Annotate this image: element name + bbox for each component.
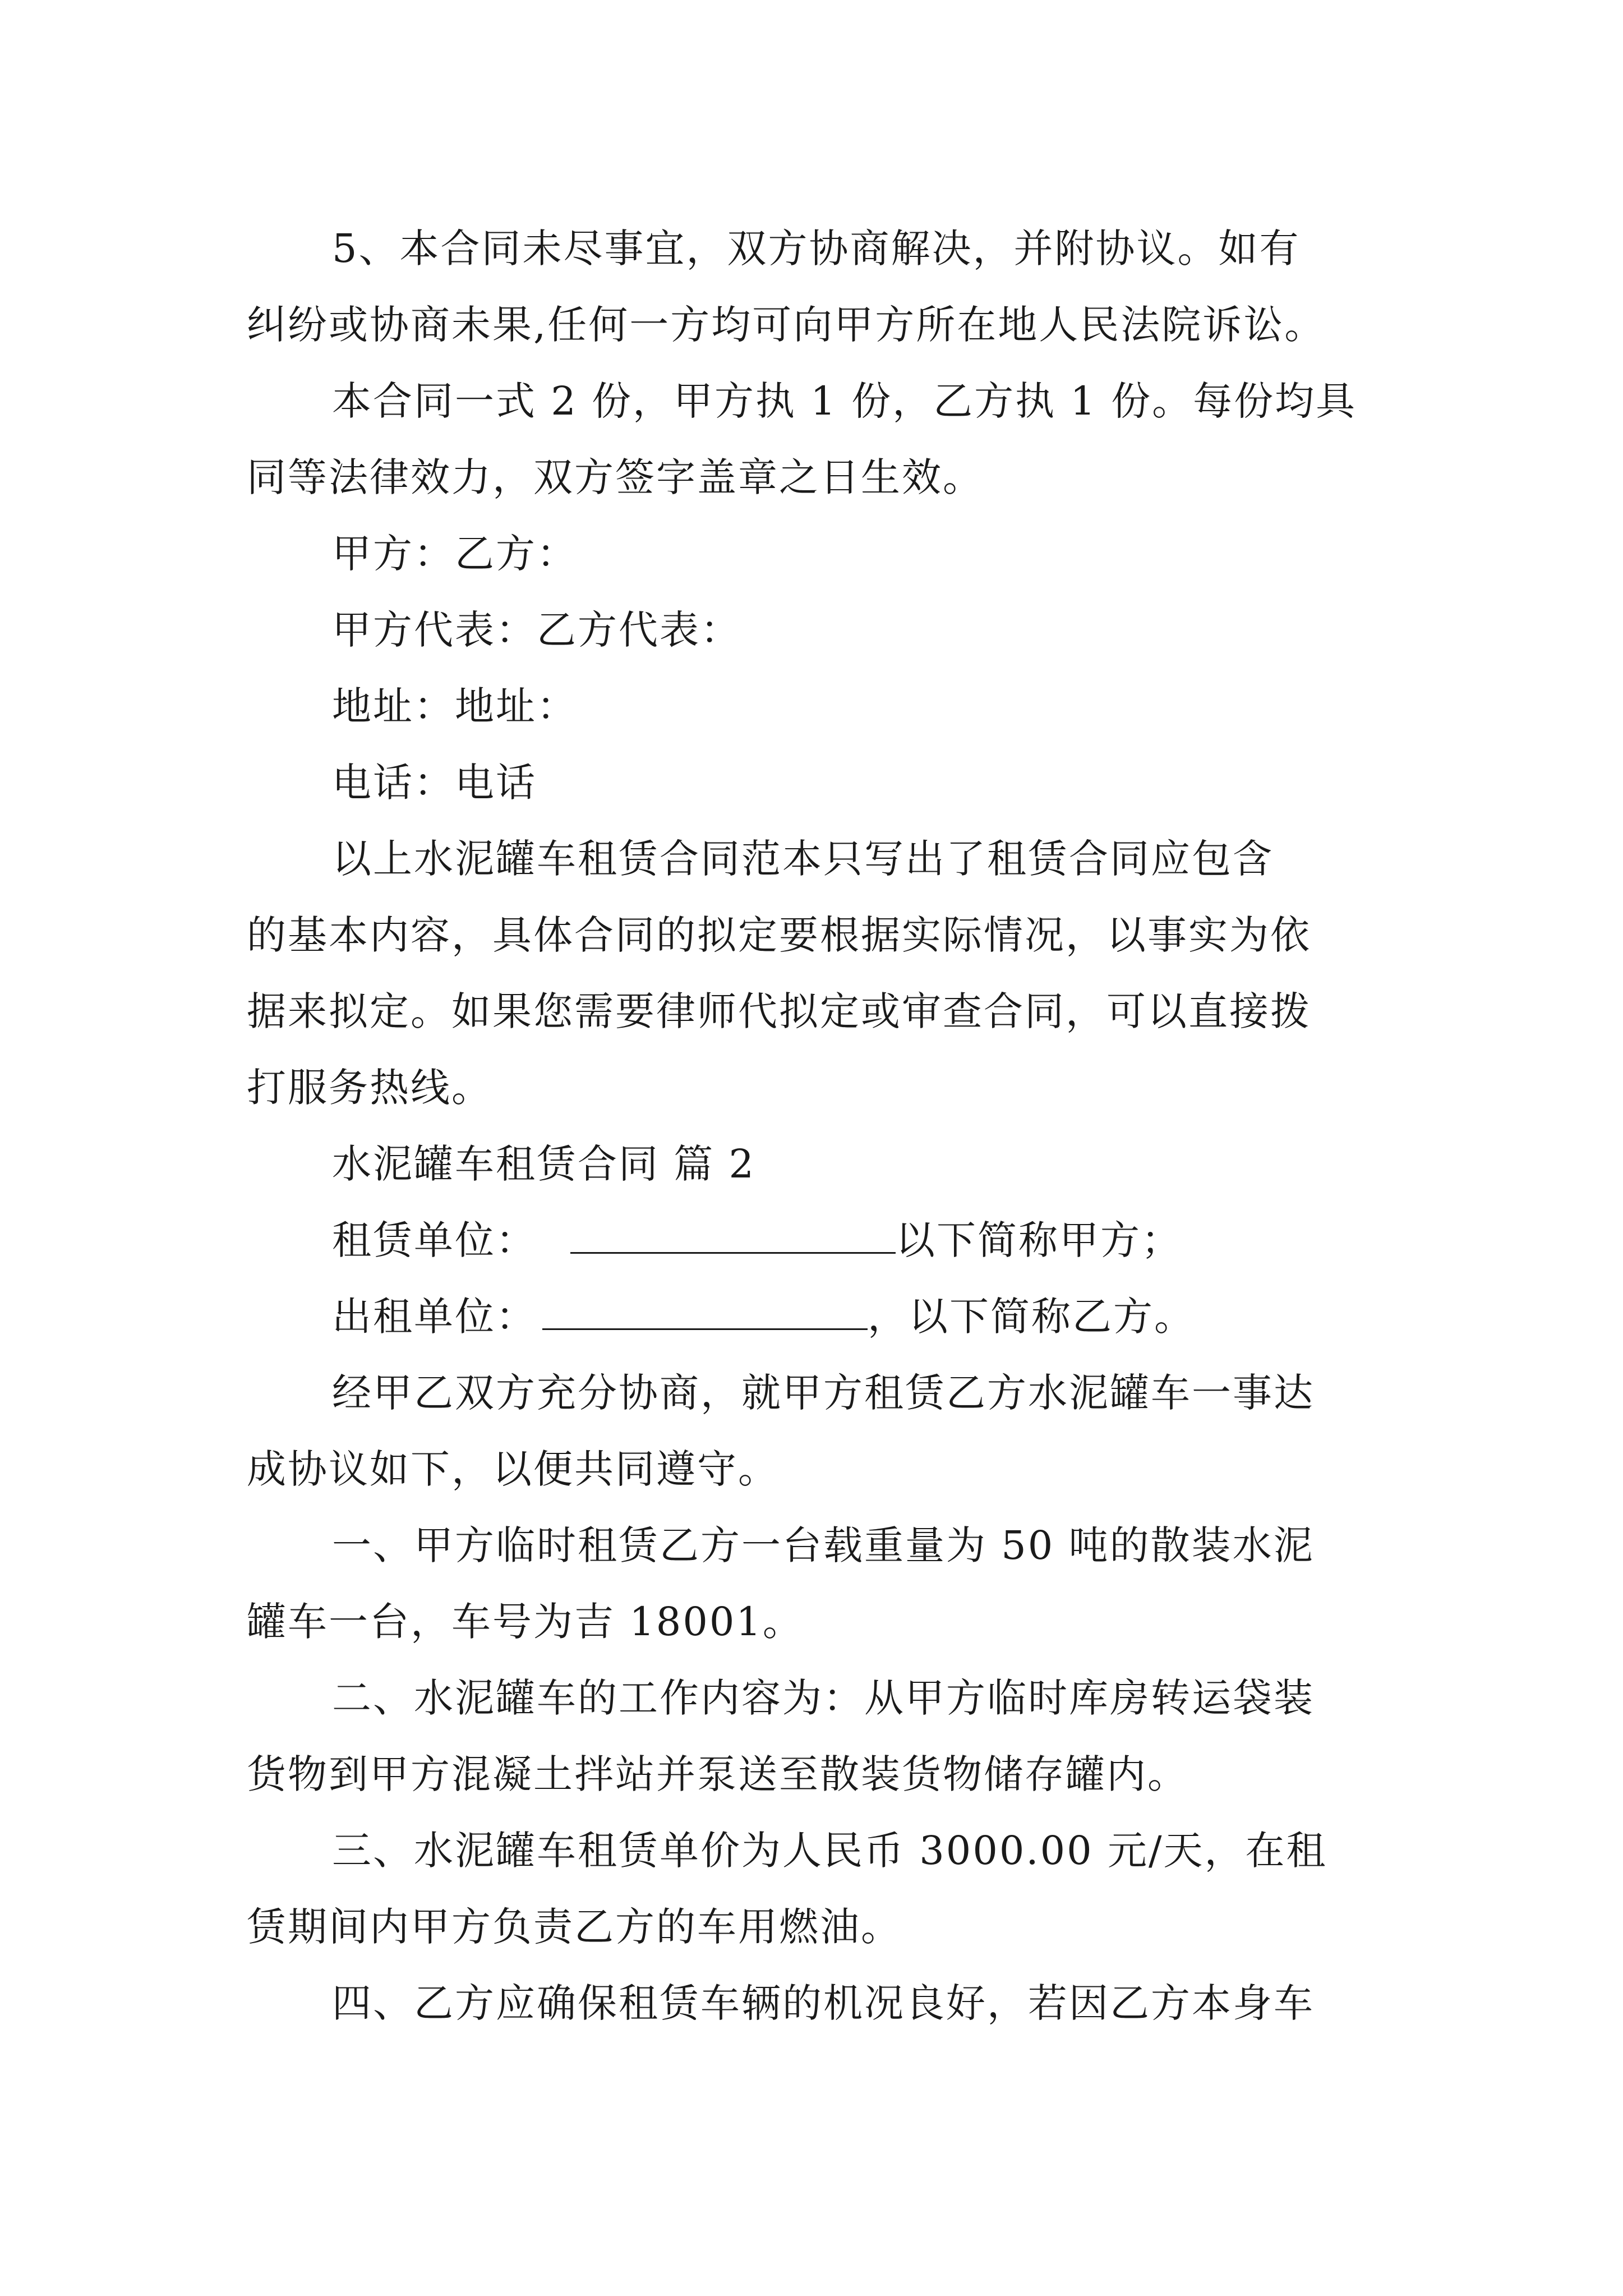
paragraph-line: 据来拟定。如果您需要律师代拟定或审查合同，可以直接拨 (247, 988, 1311, 1034)
paragraph-line: 以上水泥罐车租赁合同范本只写出了租赁合同应包含 (332, 836, 1274, 882)
clause-line: 四、乙方应确保租赁车辆的机况良好，若因乙方本身车 (332, 1980, 1315, 2026)
paragraph-line: 本合同一式 2 份，甲方执 1 份，乙方执 1 份。每份均具 (332, 378, 1357, 424)
lessee-suffix: 以下简称甲方； (896, 1217, 1182, 1263)
phone-line: 电话：电话 (332, 760, 537, 806)
paragraph-line: 5、本合同未尽事宜，双方协商解决，并附协议。如有 (332, 226, 1301, 272)
representative-line: 甲方代表：乙方代表： (332, 607, 741, 653)
paragraph-line: 打服务热线。 (247, 1065, 492, 1111)
clause-line: 一、甲方临时租赁乙方一台载重量为 50 吨的散装水泥 (332, 1522, 1315, 1568)
lessor-line (247, 1278, 1385, 1355)
lessor-blank (542, 1289, 868, 1330)
clause-line: 赁期间内甲方负责乙方的车用燃油。 (247, 1904, 902, 1950)
lessee-line (247, 1202, 1385, 1278)
lessee-blank (570, 1213, 896, 1254)
party-line: 甲方：乙方： (332, 531, 578, 577)
clause-line: 货物到甲方混凝土拌站并泵送至散装货物储存罐内。 (247, 1751, 1188, 1797)
section-title: 水泥罐车租赁合同 篇 2 (332, 1141, 756, 1187)
paragraph-line: 同等法律效力，双方签字盖章之日生效。 (247, 454, 984, 500)
document-body (247, 210, 1385, 2041)
address-line: 地址：地址： (332, 683, 578, 729)
lessor-label: 出租单位： (332, 1294, 537, 1340)
lessor-suffix: ，以下简称乙方。 (868, 1294, 1195, 1340)
clause-line: 二、水泥罐车的工作内容为：从甲方临时库房转运袋装 (332, 1675, 1315, 1721)
paragraph-line: 成协议如下，以便共同遵守。 (247, 1446, 779, 1492)
paragraph-line: 经甲乙双方充分协商，就甲方租赁乙方水泥罐车一事达 (332, 1370, 1315, 1416)
paragraph-line: 的基本内容，具体合同的拟定要根据实际情况，以事实为依 (247, 912, 1311, 958)
clause-line: 三、水泥罐车租赁单价为人民币 3000.00 元/天，在租 (332, 1828, 1327, 1874)
clause-line: 罐车一台，车号为吉 18001。 (247, 1599, 804, 1645)
paragraph-line: 纠纷或协商未果,任何一方均可向甲方所在地人民法院诉讼。 (247, 302, 1326, 348)
lessee-label: 租赁单位： (332, 1217, 537, 1263)
